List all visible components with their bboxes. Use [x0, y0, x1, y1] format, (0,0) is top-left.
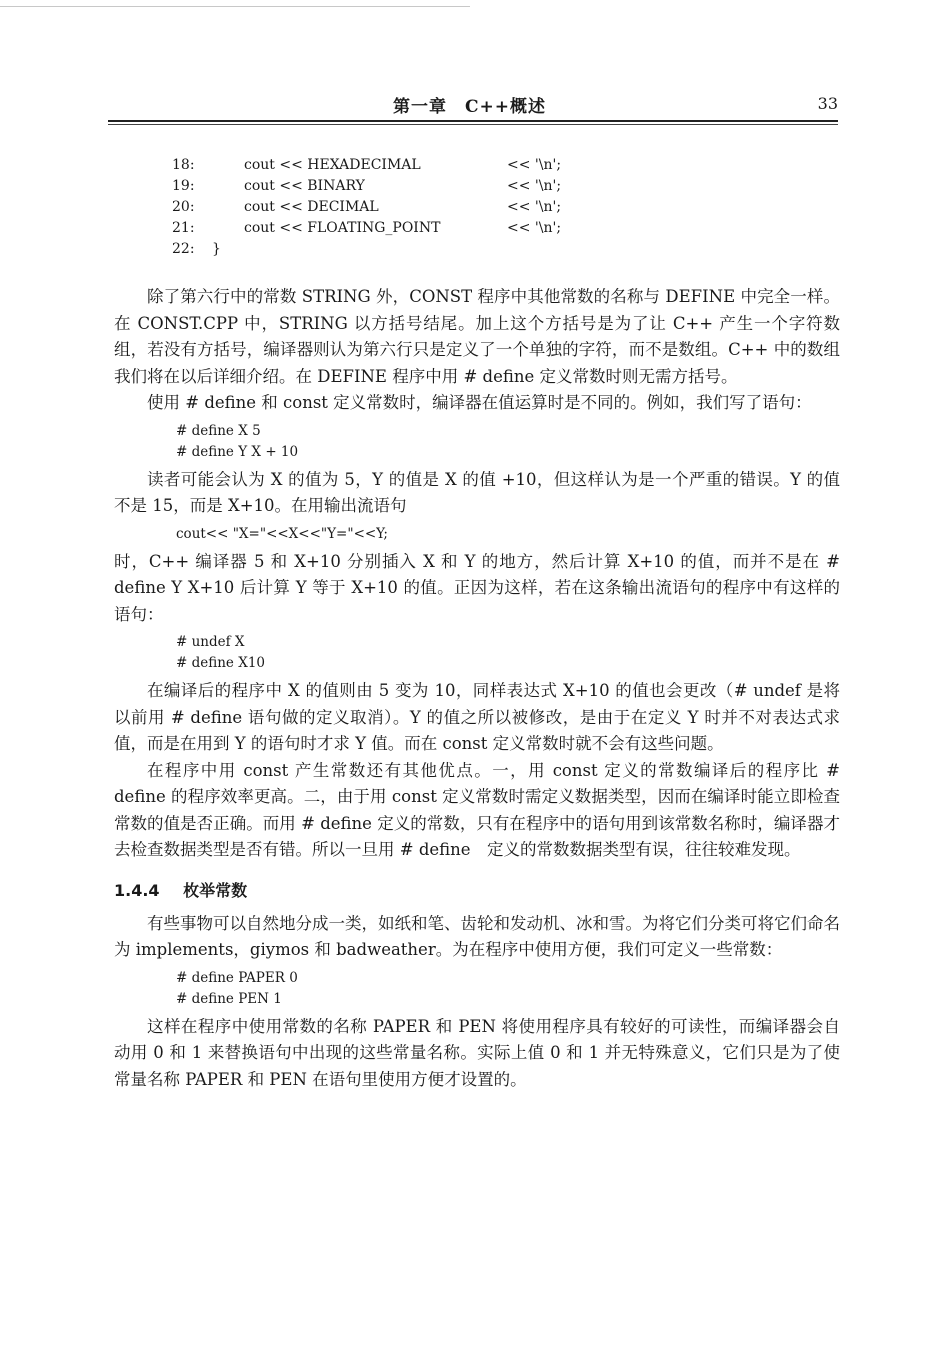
line-number: 21:	[172, 220, 195, 236]
header-rule-thick	[108, 120, 838, 122]
code-tail: << '\n';	[507, 157, 562, 173]
paragraph: 读者可能会认为 X 的值为 5，Y 的值是 X 的值 +10，但这样认为是一个严重的错误。Y 的值不是 15，而是 X+10。在用输出流语句	[114, 469, 840, 515]
code-statement: cout << BINARY	[244, 178, 365, 194]
code-tail: << '\n';	[507, 199, 562, 215]
line-number: 22:	[172, 241, 195, 257]
running-header	[108, 88, 838, 118]
code-line	[172, 157, 612, 178]
body-text	[114, 284, 840, 1093]
code-snippet: # undef X # define X10	[176, 634, 266, 671]
header-rule-thin	[108, 124, 838, 125]
code-statement: cout << FLOATING_POINT	[244, 220, 441, 236]
line-number: 20:	[172, 199, 195, 215]
paragraph: 在编译后的程序中 X 的值则由 5 变为 10，同样表达式 X+10 的值也会更改（# undef 是将以前用 # define 语句做的定义取消）。Y 的值之所以被修改，是由于在定义 Y 时并不对表达式求值，而是在用到 Y 的语句时才求 Y 值。而在 const 定义常数时就不会有这些问题。	[114, 681, 840, 753]
page-number: 33	[817, 94, 838, 113]
paragraph: 有些事物可以自然地分成一类，如纸和笔、齿轮和发动机、冰和雪。为将它们分类可将它们命名为 implements，giymos 和 badweather。为在程序中使用方便，我们可定义一些常数：	[114, 913, 840, 959]
code-line	[172, 241, 612, 262]
scan-edge-line	[0, 6, 470, 7]
code-snippet: # define X 5 # define Y X + 10	[176, 422, 299, 460]
code-statement: cout << HEXADECIMAL	[244, 157, 421, 173]
section-number: 1.4.4	[114, 880, 160, 900]
paragraph: 使用 # define 和 const 定义常数时，编译器在值运算时是不同的。例如，我们写了语句：	[147, 393, 812, 412]
code-statement: cout << DECIMAL	[244, 199, 379, 215]
section-heading	[114, 878, 840, 901]
paragraph: 这样在程序中使用常数的名称 PAPER 和 PEN 将使用程序具有较好的可读性，而编译器会自动用 0 和 1 来替换语句中出现的这些常量名称。实际上值 0 和 1 并无特殊意义，它们只是为了使常量名称 PAPER 和 PEN 在语句里使用方便才设置的。	[114, 1016, 840, 1089]
code-snippet: # define PAPER 0 # define PEN 1	[176, 969, 298, 1007]
code-statement: }	[212, 241, 221, 257]
line-number: 19:	[172, 178, 195, 194]
code-line	[172, 220, 612, 241]
paragraph: 除了第六行中的常数 STRING 外，CONST 程序中其他常数的名称与 DEFINE 中完全一样。在 CONST.CPP 中，STRING 以方括号结尾。加上这个方括号是为了让 C++ 产生一个字符数组，若没有方括号，编译器则认为第六行只是定义了一个单独的字符，而不是数组。C++ 中的数组我们将在以后详细介绍。在 DEFINE 程序中用 # define 定义常数时则无需方括号。	[114, 287, 840, 386]
chapter-title: 第一章 C++概述	[393, 97, 547, 117]
code-tail: << '\n';	[507, 178, 562, 194]
paragraph: 时，C++ 编译器 5 和 X+10 分别插入 X 和 Y 的地方，然后计算 X+10 的值，而并不是在 # define Y X+10 后计算 Y 等于 X+10 的值。正因为这样，若在这条输出流语句的程序中有这样的语句：	[114, 551, 840, 624]
code-line	[172, 178, 612, 199]
section-title: 枚举常数	[183, 880, 248, 900]
code-snippet: cout<< "X="<<X<<"Y="<<Y;	[176, 525, 388, 542]
code-tail: << '\n';	[507, 220, 562, 236]
paragraph: 在程序中用 const 产生常数还有其他优点。一，用 const 定义的常数编译后的程序比 # define 的程序效率更高。二，由于用 const 定义常数时需定义数据类型，因而在编译时能立即检查常数的值是否正确。而用 # define 定义的常数，只有在程序中的语句用到该常数名称时，编译器才去检查数据类型是否有错。所以一旦用 # define 定义的常数数据类型有误，往往较难发现。	[114, 760, 840, 859]
line-number: 18:	[172, 157, 195, 173]
code-line	[172, 199, 612, 220]
code-listing	[172, 157, 612, 262]
